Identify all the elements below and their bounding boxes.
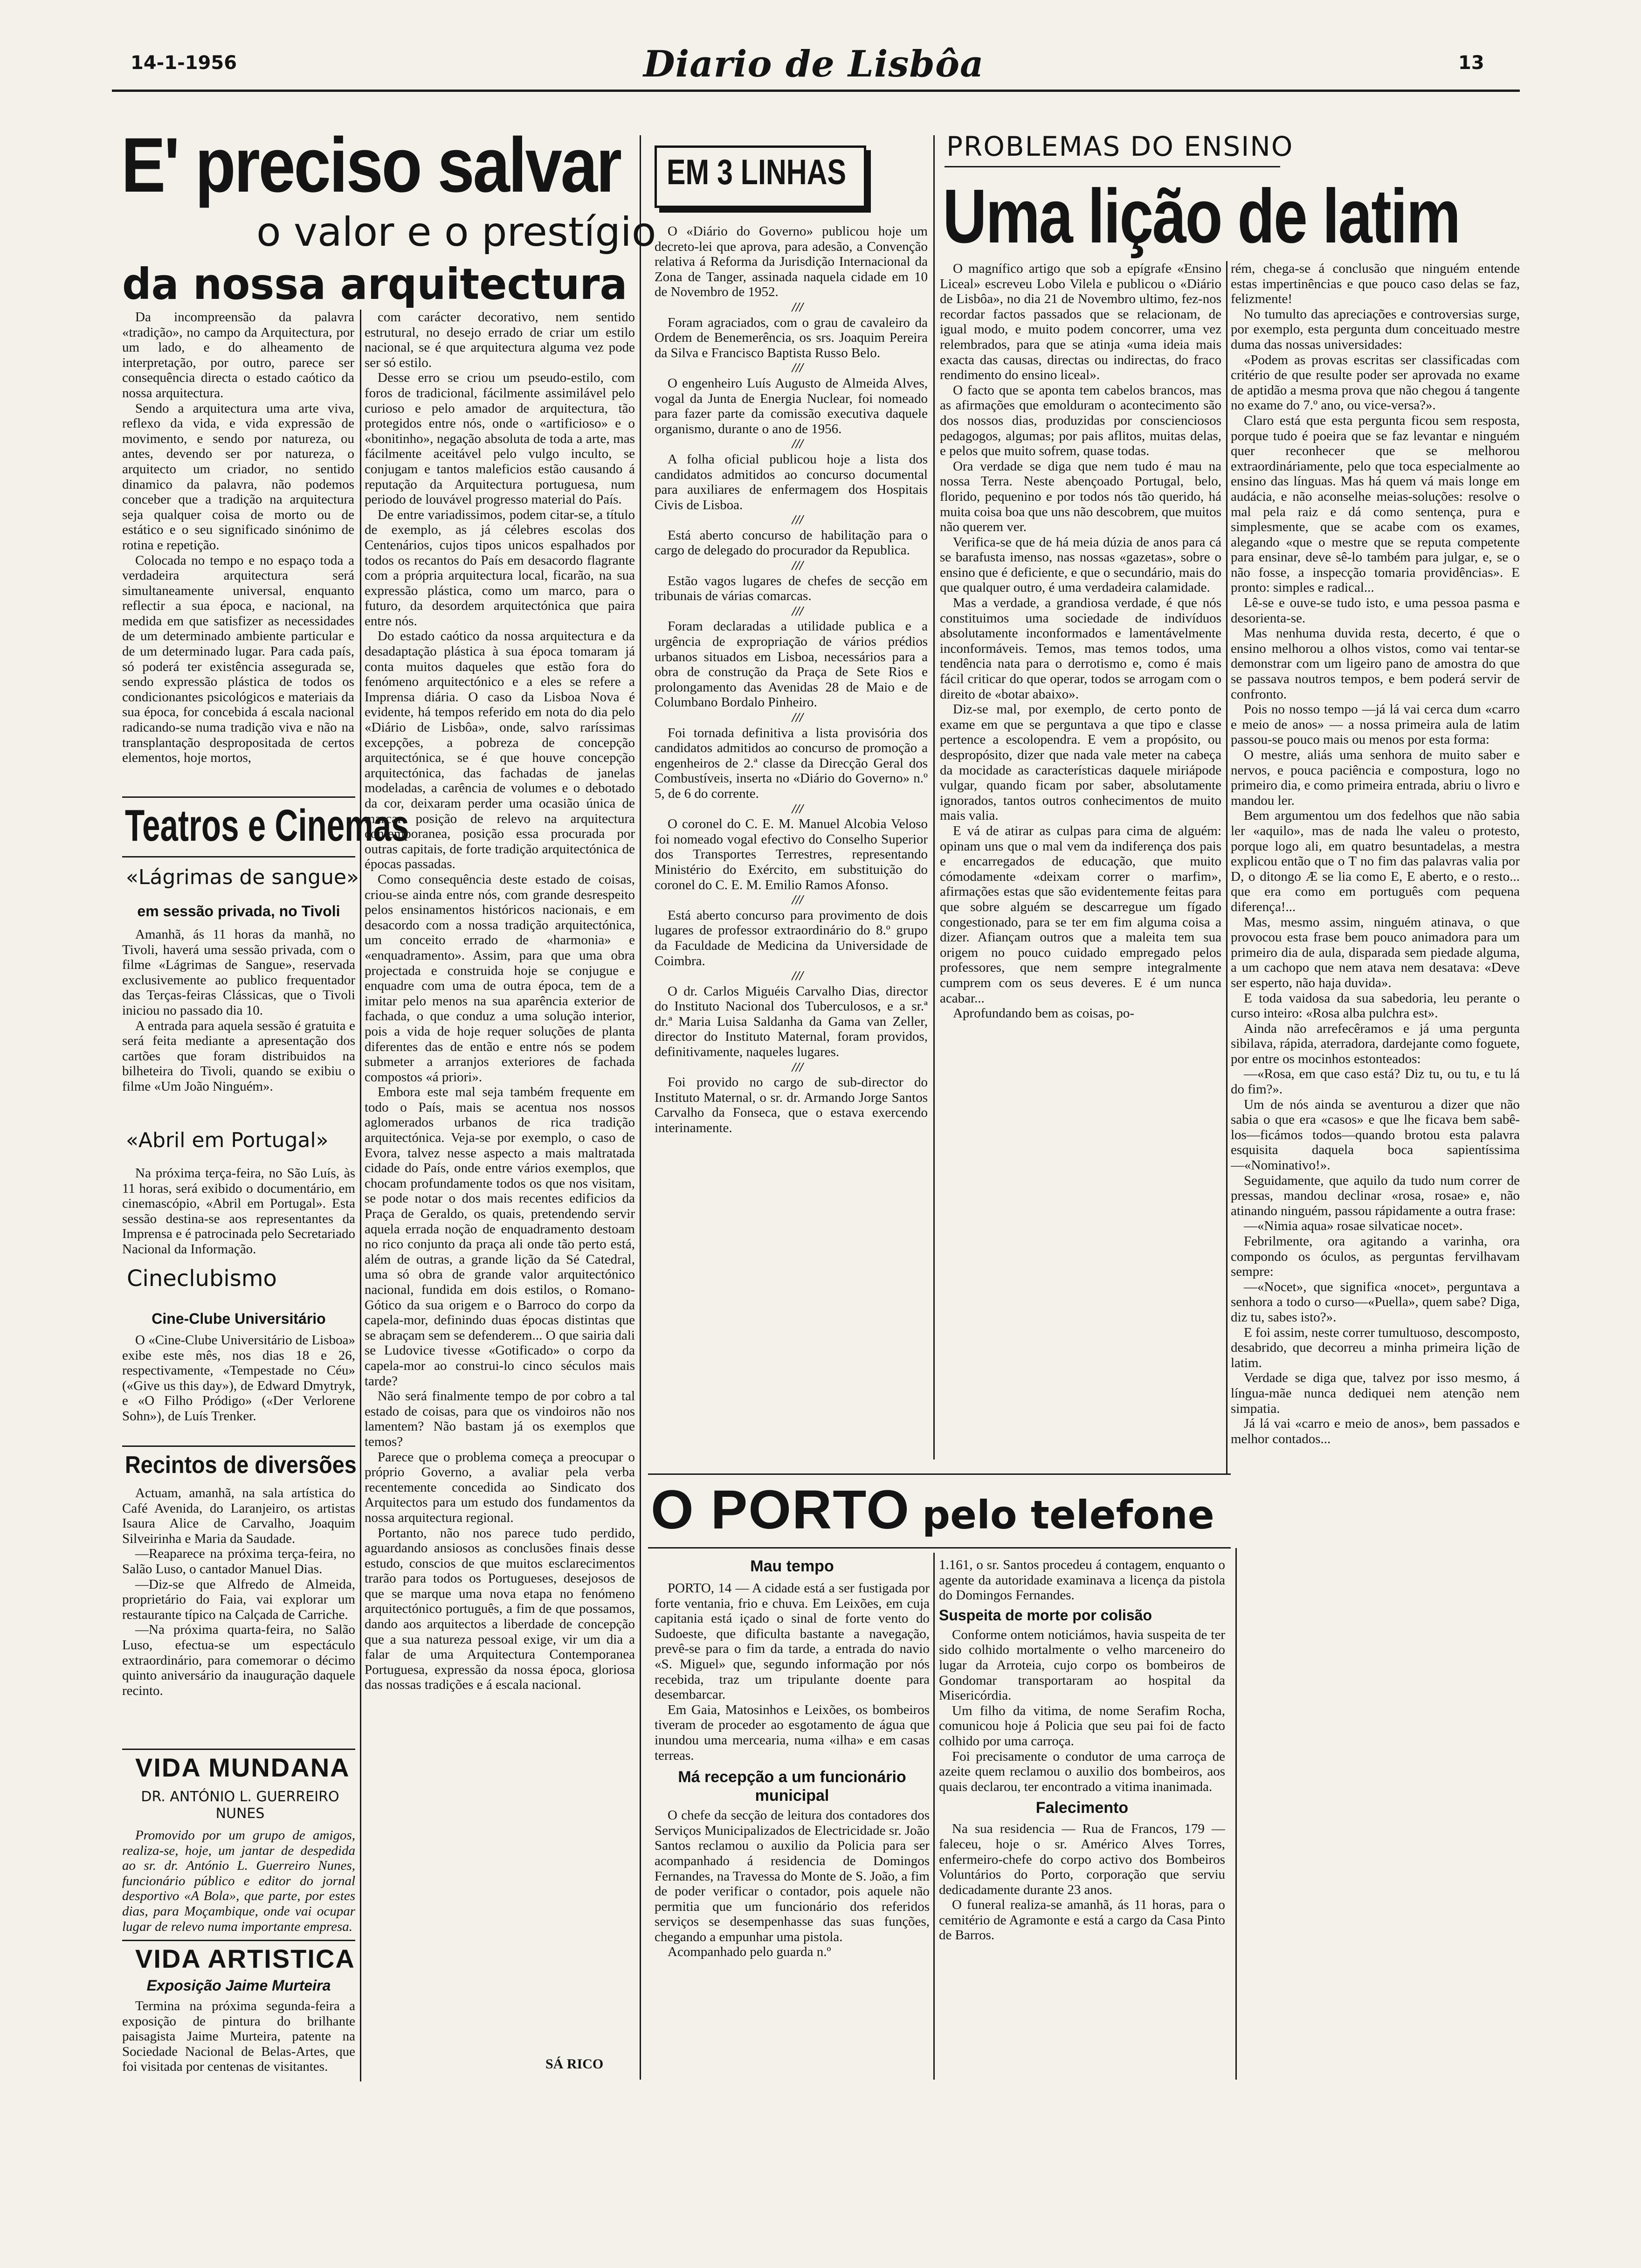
porto-top-rule <box>648 1473 1231 1475</box>
section-rule <box>122 856 355 857</box>
news-item: Está aberto concurso para provimento de dois lugares de professor extraordinário do 8.º grupo da Faculdade de Medicina da Universidade de Coimbra. <box>655 907 928 968</box>
porto-headline <box>651 1478 1229 1543</box>
ensino-col1: O magnífico artigo que sob a epígrafe «Ensino Liceal» escreveu Lobo Vilela e publicou o «Diário de Lisbôa», no dia 21 de Novembro ultimo, fez-nos recordar factos passados que se relacionam, de igual modo, e muito podem concorrer, uma vez relembrados, para que se atinja «uma ideia mais exacta das causas, directas ou indirectas, do fraco rendimento do ensino liceal». O facto que se aponta tem cabelos brancos, mas as afirmações que emolduram o acontecimento são dos nossos dias, produzidas por conscienciosos pedagogos, algumas; por pais aflitos, muitas delas, e pelos que muito sofrem, quase todas. Ora verdade se diga que nem tudo é mau na nossa Terra. Neste abençoado Portugal, belo, florido, pequenino e por todos nós tão querido, há muita coisa boa que uns não descobrem, que muitos não querem ver. Verifica-se que de há meia dúzia de anos para cá se barafusta imenso, nas nossas «gazetas», sobre o ensino que é deficiente, e que o secundário, mais do que qualquer outro, é uma verdadeira calamidade. Mas a verdade, a grandiosa verdade, é que nós constituimos uma sociedade de indivíduos absolutamente inconformados e lamentávelmente inconformáveis. Temos, mas temos todos, uma tendência nata para o derrotismo e, como é mais fácil criticar do que operar, todos se arrogam com o direito de «botar abaixo». Diz-se mal, por exemplo, de certo ponto de exame em que se perguntava a que tipo e classe pertence a escolopendra. E vem a propósito, ou despropósito, dizer que nada vale meter na cabeça da mocidade as características daquele miriápode vulgar, quando ficam por saber, absolutamente ignorados, tantos outros conhecimentos de muito mais valia. E vá de atirar as culpas para cima de alguém: opinam uns que o mal vem da indiferença dos pais e encarregados de educação, que muito cómodamente «deixam correr o marfim», afirmações estas que são evidentemente feitas para que sobre alguém se descarregue um fígado congestionado, para se ter em fim alguma coisa a dizer. Afiançam outros que a maleita tem sua origem no pouco cuidado empregado pelos professores, que nem sempre integralmente cumprem com os seus deveres. E é um nunca acabar... Aprofundando bem as coisas, po- <box>940 261 1221 1021</box>
ensino-col2: rém, chega-se á conclusão que ninguém entende estas impertinências e que pouco caso delas se faz, felizmente! No tumulto das apreciações e controversias surge, por exemplo, esta pergunta dum conceituado mestre duma das nossas universidades: «Podem as provas escritas ser classificadas com critério de que resulte poder ser aprovada no exame de aptidão a mesma prova que não chegou á tangente no exame do 7.º ano, ou vice-versa?». Claro está que esta pergunta ficou sem resposta, porque tudo é poeira que se faz levantar e ninguém quer reconhecer que se melhorou extraordináriamente, pelo que toca especialmente ao ensino das línguas. Mas há quem vá mais longe em audácia, e não aconselhe meias-soluções: resolve o mal pela raiz e dá como sentença, pura e simplesmente, que se acabe com os exames, alegando «que o mestre que se reputa competente para ensinar, deve sê-lo também para julgar, e, se o não fosse, a inspecção tomaria providências». E pronto: simples e radical... Lê-se e ouve-se tudo isto, e uma pessoa pasma e desorienta-se. Mas nenhuma duvida resta, decerto, é que o ensino melhorou a olhos vistos, como vai tentar-se demonstrar com um ligeiro pano de amostra do que se passava noutros tempos, e bem poderá servir de confronto. Pois no nosso tempo —já lá vai cerca dum «carro e meio de anos» — a nossa primeira aula de latim passou-se pouco mais ou menos por esta forma: O mestre, aliás uma senhora de muito saber e nervos, e pouca paciência e compostura, logo no primeiro dia, e como primeira entrada, abriu o livro e mandou ler. Bem argumentou um dos fedelhos que não sabia ler «aquilo», mas de nada lhe valeu o protesto, porque logo ali, em quatro besuntadelas, a mestra explicou então que o T no fim das palavras valia por D, o ditongo Æ se lia como E, E aberto, e o resto... que era como em português com pequena diferença!... Mas, mesmo assim, ninguém atinava, o que provocou esta frase bem pouco animadora para um primeiro dia de aula, disparada sem piedade alguma, a um cachopo que nem atava nem desatava: «Deve ser esperto, não haja duvida». E toda vaidosa da sua sabedoria, leu perante o curso inteiro: «Rosa alba pulchra est». Ainda não arrefecêramos e já uma pergunta sibilava, rápida, aterradora, dardejante como foguete, por entre os mocinhos estonteados: —«Rosa, em que caso está? Diz tu, ou tu, e tu lá do fim?». Um de nós ainda se aventurou a dizer que não sabia o que era «casos» e que lhe ficava bem sabê-los—ficámos todos—quando brotou esta palavra esquisita daquela boca sapientíssima—«Nominativo!». Seguidamente, que aquilo da tudo num correr de pressas, mandou declinar «rosa, rosae» e, não atinando ninguém, passou rápidamente a outra frase: —«Nimia aqua» rosae silvaticae nocet». Febrilmente, ora agitando a varinha, ora compondo os óculos, as perguntas fervilhavam sempre: —«Nocet», que significa «nocet», perguntava a senhora a todo o curso—«Puella», quem sabe? Diga, diz tu, sabes isto?». E foi assim, neste correr tumultuoso, descomposto, desabrido, que decorreu a minha primeira lição de latim. Verdade se diga que, talvez por isso mesmo, á língua-mãe nunca dediquei nem atenção nem simpatia. Já lá vai «carro e meio de anos», bem passados e melhor contados... <box>1231 261 1520 1446</box>
cineclub-subtitle: Cine-Clube Universitário <box>152 1310 326 1327</box>
mundana-heading: VIDA MUNDANA <box>135 1753 350 1782</box>
porto-sub4: Falecimento <box>1035 1799 1129 1817</box>
cineclub-heading: Cineclubismo <box>127 1265 277 1292</box>
news-item: O engenheiro Luís Augusto de Almeida Alves, vogal da Junta de Energia Nuclear, foi nomeado para fazer parte da comissão executiva daquele organismo, durante o ano de 1956. <box>655 375 928 436</box>
issue-date: 14-1-1956 <box>131 52 237 74</box>
column-rule <box>933 1553 935 2080</box>
news-item: O coronel do C. E. M. Manuel Alcobia Veloso foi nomeado vogal efectivo do Conselho Superior dos Transportes Terrestres, representando Ministério do Exército, em substituição do coronel do C. E. M. Emilio Ramos Afonso. <box>655 816 928 892</box>
artistica-heading: VIDA ARTISTICA <box>135 1944 355 1973</box>
separator: /// <box>792 299 804 315</box>
separator: /// <box>792 360 804 376</box>
news-item: Foi provido no cargo de sub-director do Instituto Maternal, o sr. dr. Armando Jorge Santos Carvalho da Fonseca, que o estava exercendo interinamente. <box>655 1075 928 1136</box>
separator: /// <box>792 603 804 619</box>
arquitectura-col1: Da incompreensão da palavra «tradição», no campo da Arquitectura, por um lado, e do alheamento de interpretação, por outro, parece ser consequência directa o estado caótico da nossa arquitectura. Sendo a arquitectura uma arte viva, reflexo da vida, e vida expressão de movimento, e sendo por natureza, ou antes, devendo ser por natureza, o arquitecto um criador, no sentido dinamico da palavra, não podemos conceber que a tradição na arquitectura seja qualquer coisa de morto ou de estático e o seu significado sinónimo de rotina e repetição. Colocada no tempo e no espaço toda a verdadeira arquitectura será simultaneamente universal, enquanto reflectir a sua época, e nacional, na medida em que satisfizer as necessidades de um determinado ambiente particular e de um determinado lugar. Para cada país, só poderá ter existência assegurada se, sendo expressão plástica de todos os condicionantes psicológicos e materiais da sua época, for concebida á escala nacional radicando-se numa tradição viva e não na transplantação despropositada de certos elementos, hoje mortos, <box>122 310 354 766</box>
arquitectura-headline-line2: o valor e o prestígio <box>256 209 656 256</box>
arquitectura-col2: com carácter decorativo, nem sentido estrutural, no desejo errado de criar um estilo nacional, se é que arquitectura alguma vez pode ser só estilo. Desse erro se criou um pseudo-estilo, com foros de tradicional, fácilmente assimilável pelo curioso e pelo amador de arquitectura, tão protegidos entre nós, onde o «artificioso» e o «bonitinho», negação absoluta de toda a arte, mas fácilmente aceitável pelo vulgo inculto, se conjugam e tantos maleficios estão causando á reputação da Arquitectura portuguesa, num periodo de louvável progresso material do País. De entre variadissimos, podem citar-se, a título de exemplo, as já célebres escolas dos Centenários, cujos tipos unicos espalhados por todos os recantos do País em desacordo flagrante com a própria arquitectura local, ficarão, na sua expressão plástica, como um marco, para o futuro, da desordem arquitectónica que paira entre nós. Do estado caótico da nossa arquitectura e da desadaptação plástica à sua época tomaram já conta muitos daqueles que estão fora do fenómeno arquitectónico e a eles se refere a Imprensa diária. O caso da Lisboa Nova é evidente, há tempos referido em nota do dia pelo «Diário de Lisbôa», onde, salvo raríssimas excepções, a pobreza de concepção arquitectónica, se é que houve concepção arquitectónica, das fachadas de janelas modeladas, a carência de volumes e o debotado da cor, deixaram perder uma ocasião única de marcar posição de relevo na arquitectura contemporanea, posição essa procurada por outras capitais, de forte tradição arquitectónica de épocas passadas. Como consequência deste estado de coisas, criou-se ainda entre nós, com grande desrespeito pelos ensinamentos históricos nacionais, e em desacordo com a nossa tradição arquitectónica, um conceito errado de «harmonia» e «enquadramento». Assim, para que uma obra projectada e construida hoje se conjugue e enquadre com uma de outra época, tem de a imitar pelo menos na sua aparência exterior de fachada, o que conduz a uma solução interior, pois a vida de hoje requer soluções de planta diferentes das de então e entre nós se podem submeter a arranjos exteriores de fachada compostos «á priori». Embora este mal seja também frequente em todo o País, mais se acentua nos nossos aglomerados urbanos de rica tradição arquitectónica. Veja-se por exemplo, o caso de Evora, talvez nesse aspecto a mais maltratada cidade do País, onde entre vários exemplos, que chocam profundamente todos os que nos visitam, se pode notar o dos mais recentes edificios da Praça de Geraldo, os quais, pretendendo servir aquela errada noção de enquadramento destoam no rico conjunto da praça ali onde tão perto está, além de outras, a grande lição da Sé Catedral, uma só obra de grande valor arquitectónico nacional, fundida em dois estilos, o Romano-Gótico da sua origem e o Barroco do corpo da capela-mor, definindo duas épocas distintas que se abraçam sem se defenderem... O que sairia dali se Ludovice tivesse «Gotificado» o corpo da capela-mor ao construi-lo cinco séculos mais tarde? Não será finalmente tempo de por cobro a tal estado de coisas, para que os vindoiros não nos lamentem? Não bastam já os exemplos que temos? Parece que o problema começa a preocupar o próprio Governo, a avaliar pela verba recentemente concedida ao Sindicato dos Arquitectos para um estudo dos fundamentos da nossa arquitectura regional. Portanto, não nos parece tudo perdido, aguardando ansiosos as conclusões finais desse estudo, conscios de que muitos esclarecimentos trarão para todos os Portugueses, desejosos de que se marque uma nova etapa no fenómeno arquitectónico português, a fim de que possamos, dando aos arquitectos a liberdade de concepção que a sua natureza pessoal exige, vir um dia a falar de uma Arquitectura Contemporanea Portuguesa, expressão da nossa época, gloriosa das nossas tradições e á escala nacional. <box>365 310 635 1693</box>
porto-sub2: Má recepção a um funcionário municipal <box>678 1768 906 1805</box>
separator: /// <box>792 558 804 574</box>
film2-title: «Abril em Portugal» <box>126 1128 329 1152</box>
separator: /// <box>792 436 804 452</box>
arquitectura-signature: SÁ RICO <box>545 2056 604 2072</box>
separator: /// <box>792 968 804 984</box>
column-rule <box>640 135 641 2080</box>
film1-subtitle: em sessão privada, no Tivoli <box>137 903 340 920</box>
news-item: Foi tornada definitiva a lista provisória dos candidatos admitidos ao concurso de promoção a engenheiros de 2.ª classe da Direcção Geral dos Combustíveis, inserta no «Diário do Governo» n.º 5, de 6 do corrente. <box>655 725 928 801</box>
section-rule <box>122 796 355 798</box>
column-rule <box>1226 261 1227 1473</box>
news-item: Foram agraciados, com o grau de cavaleiro da Ordem de Benemerência, os srs. Joaquim Pereira da Silva e Francisco Baptista Russo Belo. <box>655 315 928 360</box>
column-rule <box>933 135 935 1459</box>
news-item: Estão vagos lugares de chefes de secção em tribunais de várias comarcas. <box>655 573 928 604</box>
porto-sub1: Mau tempo <box>750 1557 834 1575</box>
separator: /// <box>792 892 804 908</box>
recintos-heading: Recintos de diversões <box>125 1452 357 1479</box>
film1-title: «Lágrimas de sangue» <box>126 865 359 889</box>
film1-text: Amanhã, ás 11 horas da manhã, no Tivoli, haverá uma sessão privada, com o filme «Lágrimas de Sangue», reservada exclusivemente ao publico frequentador das Terças-feiras Clássicas, que o Tivoli iniciou no passado dia 10. A entrada para aquela sessão é gratuita e será feita mediante a apresentação dos cartões que foram distribuidos na bilheteira do Tivoli, quando se exibiu o filme «Um João Ninguém». <box>122 927 355 1094</box>
separator: /// <box>792 801 804 816</box>
news-item: O «Diário do Governo» publicou hoje um decreto-lei que aprova, para adesão, a Convenção relativa á Reforma da Jurisdição Internacional da Zona de Tanger, assinada naquela cidade em 10 de Novembro de 1952. <box>655 224 928 300</box>
mundana-text: Promovido por um grupo de amigos, realiza-se, hoje, um jantar de despedida ao sr. dr. António L. Guerreiro Nunes, funcionário público e editor do jornal desportivo «A Bola», que parte, por estes dias, para Moçambique, onde vai ocupar lugar de relevo numa importante empresa. <box>122 1828 355 1934</box>
ensino-kicker: PROBLEMAS DO ENSINO <box>946 131 1294 162</box>
newspaper-title: Diario de Lisbôa <box>643 43 984 85</box>
film2-text: Na próxima terça-feira, no São Luís, às 11 horas, será exibido o documentário, em cinemascópio, «Abril em Portugal». Esta sessão destina-se aos representantes da Imprensa e é patrocinada pelo Secretariado Nacional da Informação. <box>122 1166 355 1257</box>
arquitectura-headline-line3: da nossa arquitectura <box>122 259 627 309</box>
arquitectura-headline: E' preciso salvar <box>121 122 621 208</box>
porto-col1: PORTO, 14 — A cidade está a ser fustigada por forte ventania, frio e chuva. Em Leixões, em cuja capitania está içado o sinal de forte vento do Sudoeste, que dificulta bastante a navegação, prevê-se para o fim da tarde, a entrada do navio «S. Miguel» que, segundo informação por nós recebida, traz um tripulante doente para desembarcar. Em Gaia, Matosinhos e Leixões, os bombeiros tiveram de proceder ao esgotamento de água que inundou uma mercearia, numa «ilha» e em casas terreas. Má recepção a um funcionário municipal O chefe da secção de leitura dos contadores dos Serviços Municipalizados de Electricidade sr. João Santos reclamou o auxilio da Policia para ser acompanhado á residencia de Domingos Fernandes, na Travessa do Monte de S. João, a fim de poder verificar o contador, pois aquele não permitia que um funcionário dos referidos serviços se desempenhasse das suas funções, chegando a empunhar uma pistola. Acompanhado pelo guarda n.º <box>655 1581 930 1960</box>
porto-headline-sub: pelo telefone <box>922 1492 1214 1538</box>
kicker-rule <box>945 166 1280 167</box>
porto-col2: 1.161, o sr. Santos procedeu á contagem, enquanto o agente da autoridade examinava a licença da pistola do Domingos Fernandes. Suspeita de morte por colisão Conforme ontem noticiámos, havia suspeita de ter sido colhido mortalmente o velho marceneiro do lugar da Arroteia, cujo corpo os bombeiros de Gondomar transportaram ao hospital da Misericórdia. Um filho da vitima, de nome Serafim Rocha, comunicou hoje á Policia que seu pai foi de facto colhido por uma carroça. Foi precisamente o condutor de uma carroça de azeite quem reclamou o auxilio dos bombeiros, aos quais declarou, ter encontrado a vitima inanimada. Falecimento Na sua residencia — Rua de Francos, 179 — faleceu, hoje o sr. Américo Alves Torres, enfermeiro-chefe do corpo activo dos Bombeiros Voluntários do Porto, corporação que serviu dedicadamente durante 23 anos. O funeral realiza-se amanhã, ás 11 horas, para o cemitério de Agramonte e está a cargo da Casa Pinto de Barros. <box>939 1557 1225 1943</box>
masthead-rule <box>112 90 1520 92</box>
page-number: 13 <box>1458 52 1484 74</box>
artistica-text: Termina na próxima segunda-feira a exposição de pintura do brilhante paisagista Jaime Murteira, patente na Sociedade Nacional de Belas-Artes, que foi visitada por centenas de visitantes. <box>122 1998 355 2074</box>
teatros-heading: Teatros e Cinemas <box>125 801 409 850</box>
porto-headline-main: O PORTO <box>651 1479 910 1541</box>
artistica-subtitle: Exposição Jaime Murteira <box>146 1977 331 1994</box>
porto-bottom-rule <box>648 1547 1231 1549</box>
cineclub-text: O «Cine-Clube Universitário de Lisboa» exibe este mês, nos dias 18 e 26, respectivamente, «Tempestade no Céu» («Give us this day»), de Edward Dmytryk, e «O Filho Pródigo» («Der Verlorene Sohn»), de Luís Trenker. <box>122 1333 355 1424</box>
column-rule <box>360 310 361 2081</box>
news-item: Foram declaradas a utilidade publica e a urgência de expropriação de vários prédios urbanos situados em Lisboa, necessários para a obra de construção da Praça de Sete Rios e prolongamento das Avenidas 28 de Maio e de Columbano Bordalo Pinheiro. <box>655 619 928 710</box>
mundana-subtitle: DR. ANTÓNIO L. GUERREIRO NUNES <box>141 1789 339 1822</box>
news-item: O dr. Carlos Miguéis Carvalho Dias, director do Instituto Nacional dos Tuberculosos, e a sr.ª dr.ª Maria Luisa Saldanha da Gama van Zeller, director do Instituto Maternal, foram providos, definitivamente, naqueles lugares. <box>655 983 928 1060</box>
separator: /// <box>792 1059 804 1075</box>
separator: /// <box>792 512 804 528</box>
tres-linhas-heading: EM 3 LINHAS <box>667 152 847 192</box>
recintos-text: Actuam, amanhã, na sala artística do Café Avenida, do Laranjeiro, os artistas Isaura Alice de Carvalho, Joaquim Silveirinha e Maria da Saudade. —Reaparece na próxima terça-feira, no Salão Luso, o cantador Manuel Dias. —Diz-se que Alfredo de Almeida, proprietário do Faia, vai explorar um restaurante típico na Calçada de Carriche. —Na próxima quarta-feira, no Salão Luso, efectua-se um espectáculo extraordinário, para comemorar o décimo quinto aniversário da inauguração daquele recinto. <box>122 1486 355 1698</box>
tres-linhas-list <box>655 224 928 1525</box>
section-rule <box>122 1749 355 1750</box>
news-item: Está aberto concurso de habilitação para o cargo de delegado do procurador da Republica. <box>655 527 928 558</box>
separator: /// <box>792 710 804 725</box>
porto-sub3: Suspeita de morte por colisão <box>939 1606 1152 1624</box>
section-rule <box>122 1940 355 1941</box>
section-rule <box>122 1445 355 1447</box>
ensino-headline: Uma lição de latim <box>943 173 1460 259</box>
news-item: A folha oficial publicou hoje a lista dos candidatos admitidos ao concurso documental para auxiliares de enfermagem dos Hospitais Civis de Lisboa. <box>655 451 928 512</box>
